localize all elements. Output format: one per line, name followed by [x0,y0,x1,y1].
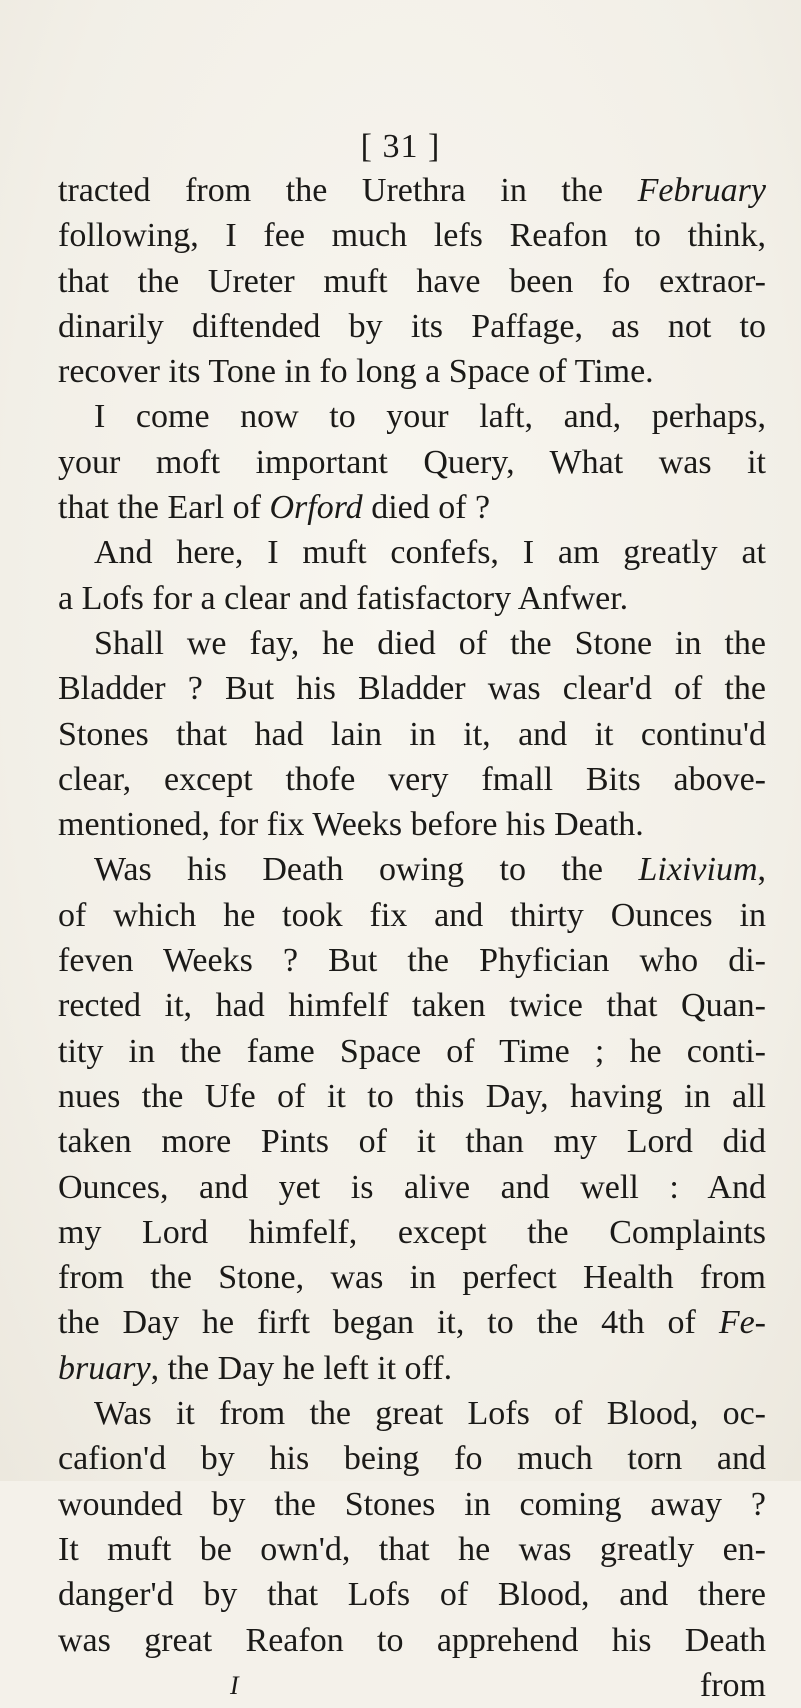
text-line: Shall we fay, he died of the Stone in the [94,624,766,662]
text-line: dinarily diftended by its Paffage, as not to [58,307,766,345]
text-line: my Lord himfelf, except the Complaints [58,1213,766,1251]
text-line: bruary, the Day he left it off. [58,1349,453,1387]
text-line: taken more Pints of it than my Lord did [58,1123,766,1161]
footer-line [58,1663,766,1708]
text-line: Stones that had lain in it, and it continu'd [58,715,766,753]
text-line: that the Ureter muft have been fo extraor- [58,262,766,300]
page-number: [ 31 ] [360,128,441,165]
text-line: of which he took fix and thirty Ounces in [58,896,766,934]
text-line: Was his Death owing to the Lixivium, [94,851,766,889]
text-line: nues the Ufe of it to this Day, having in all [58,1077,766,1115]
text-line: rected it, had himfelf taken twice that Quan- [58,987,766,1025]
text-line: tracted from the Urethra in the February [58,172,766,209]
text-line: from the Stone, was in perfect Health from [58,1259,766,1297]
text-line: Bladder ? But his Bladder was clear'd of the [58,670,766,708]
text-line: feven Weeks ? But the Phyfician who di- [58,942,766,980]
text-line: Was it from the great Lofs of Blood, oc- [94,1395,766,1433]
text-line: And here, I muft confefs, I am greatly at [94,534,766,572]
catchword: from [699,1666,766,1704]
text-line: a Lofs for a clear and fatisfactory Anfwer. [58,579,629,617]
text-line: It muft be own'd, that he was greatly en- [58,1530,766,1568]
signature-mark: I [230,1670,239,1700]
text-line: Ounces, and yet is alive and well : And [58,1168,766,1206]
text-line: tity in the fame Space of Time ; he conti- [58,1032,766,1070]
text-line: the Day he firft began it, to the 4th of Fe- [58,1304,766,1342]
text-line: cafion'd by his being fo much torn and [58,1440,766,1478]
text-line: wounded by the Stones in coming away ? [58,1485,766,1523]
text-line: danger'd by that Lofs of Blood, and there [58,1576,766,1614]
text-line: I come now to your laft, and, perhaps, [94,398,766,436]
text-line: clear, except thofe very fmall Bits above- [58,760,766,798]
text-line: recover its Tone in fo long a Space of Time. [58,353,654,391]
text-line: was great Reafon to apprehend his Death [58,1621,766,1659]
body-text [58,168,766,1708]
text-line: your moft important Query, What was it [58,443,766,481]
text-line: mentioned, for fix Weeks before his Death. [58,806,644,844]
text-line: following, I fee much lefs Reafon to think, [58,217,766,255]
text-line: that the Earl of Orford died of ? [58,489,491,527]
